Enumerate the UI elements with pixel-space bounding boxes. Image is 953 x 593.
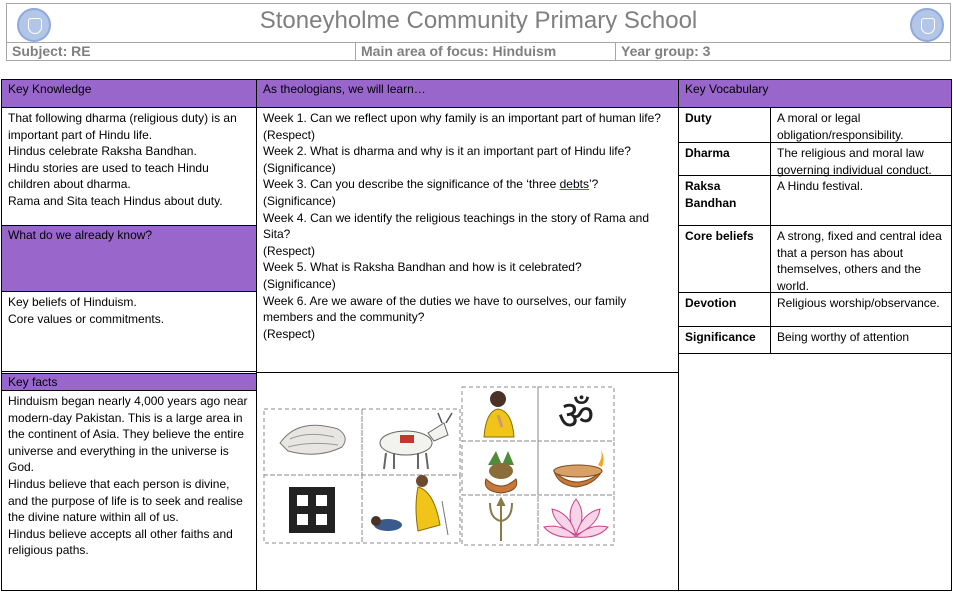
already-know-line: Core values or commitments. [8, 311, 165, 326]
vocab-term: Raksa Bandhan [679, 176, 771, 225]
already-know-heading: What do we already know? [2, 225, 256, 292]
vocab-heading: Key Vocabulary [679, 80, 951, 108]
key-knowledge-line: That following dharma (religious duty) is an important part of Hindu life. [8, 111, 237, 142]
vocab-definition: The religious and moral law governing individual conduct. [777, 146, 932, 177]
vocab-term: Core beliefs [679, 226, 771, 292]
week-question-text: Week 3. Can you describe the significance of the ‘three [263, 177, 560, 192]
already-know-text [1, 294, 257, 327]
vocab-definition: A moral or legal obligation/responsibility. [777, 111, 904, 142]
trishul-icon [490, 499, 512, 541]
week-question-underlined: debts [559, 177, 589, 192]
key-facts-line: Hinduism began nearly 4,000 years ago near modern-day Pakistan. This is a large area in the continent of Asia. They believe the entire universe and everything in the universe is God. [8, 394, 248, 475]
week-question: Week 1. Can we reflect upon why family is an important part of human life? [263, 111, 661, 125]
vocab-row [679, 226, 951, 293]
subject-row [6, 43, 951, 61]
key-facts-heading: Key facts [2, 373, 256, 391]
key-knowledge-line: Hindu stories are used to teach Hindu children about dharma. [8, 160, 209, 192]
week-question [263, 176, 672, 193]
vocab-row [679, 293, 951, 327]
vocab-row [679, 108, 951, 143]
key-knowledge-line: Rama and Sita teach Hindus about duty. [8, 193, 223, 208]
key-knowledge-heading: Key Knowledge [2, 80, 256, 108]
worship-icon [371, 475, 448, 535]
week-tag: (Significance) [263, 160, 336, 175]
vocab-definition: A Hindu festival. [777, 179, 864, 193]
vocab-row [679, 176, 951, 226]
vocab-row [679, 327, 951, 354]
focus-label: Main area of focus: Hinduism [355, 43, 615, 60]
key-knowledge-line: Hindus celebrate Raksha Bandhan. [8, 144, 197, 159]
week-question: Week 4. Can we identify the religious teachings in the story of Rama and Sita? [263, 210, 649, 242]
cow-icon [380, 413, 452, 469]
week-question: Week 2. What is dharma and why is it an important part of Hindu life? [263, 144, 631, 159]
week-tag: (Significance) [263, 193, 336, 208]
week-tag: (Respect) [263, 326, 316, 341]
page-title: Stoneyholme Community Primary School [259, 7, 698, 34]
page-header [6, 3, 951, 43]
week-question: Week 6. Are we aware of the duties we have to ourselves, our family members and the community? [263, 293, 627, 325]
vocab-definition: A strong, fixed and central idea that a person has about themselves, others and the world. [777, 229, 942, 293]
divider [2, 371, 256, 372]
week-question-text: ’? [588, 177, 599, 192]
praying-woman-icon [484, 391, 514, 437]
swastika-icon [289, 487, 335, 533]
conch-shell-icon [280, 425, 345, 454]
om-icon [558, 393, 594, 439]
hindu-symbols-picture [258, 375, 678, 589]
year-group-label: Year group: 3 [615, 43, 951, 60]
school-crest-icon [910, 8, 944, 42]
learn-heading: As theologians, we will learn… [257, 80, 678, 108]
vocab-term: Devotion [679, 293, 771, 326]
key-facts-line: Hindus believe that each person is divine, and the purpose of life is to seek and realise the divine nature within all of us. [8, 476, 243, 525]
key-facts-text [1, 393, 257, 559]
vocab-term: Duty [679, 108, 771, 142]
diya-lamp-icon [554, 449, 604, 487]
vocab-row [679, 143, 951, 176]
week-tag: (Respect) [263, 127, 316, 142]
vocab-definition: Religious worship/observance. [777, 296, 940, 310]
week-tag: (Significance) [263, 276, 336, 291]
already-know-line: Key beliefs of Hinduism. [8, 295, 137, 309]
key-facts-line: Hindus believe accepts all other faiths and religious paths. [8, 526, 233, 558]
vocab-term: Dharma [679, 143, 771, 175]
week-tag: (Respect) [263, 243, 316, 258]
divider [257, 372, 678, 373]
svg-text:ॐ: ॐ [557, 393, 595, 439]
vocab-definition: Being worthy of attention [777, 330, 910, 344]
vocab-term: Significance [679, 327, 771, 353]
week-question: Week 5. What is Raksha Bandhan and how is it celebrated? [263, 260, 582, 275]
hindu-symbols-svg [258, 375, 678, 589]
key-knowledge-text [1, 110, 257, 210]
kalash-pot-icon [485, 451, 516, 493]
subject-label: Subject: RE [12, 43, 91, 59]
learn-text [256, 110, 679, 342]
lotus-icon [544, 499, 608, 537]
